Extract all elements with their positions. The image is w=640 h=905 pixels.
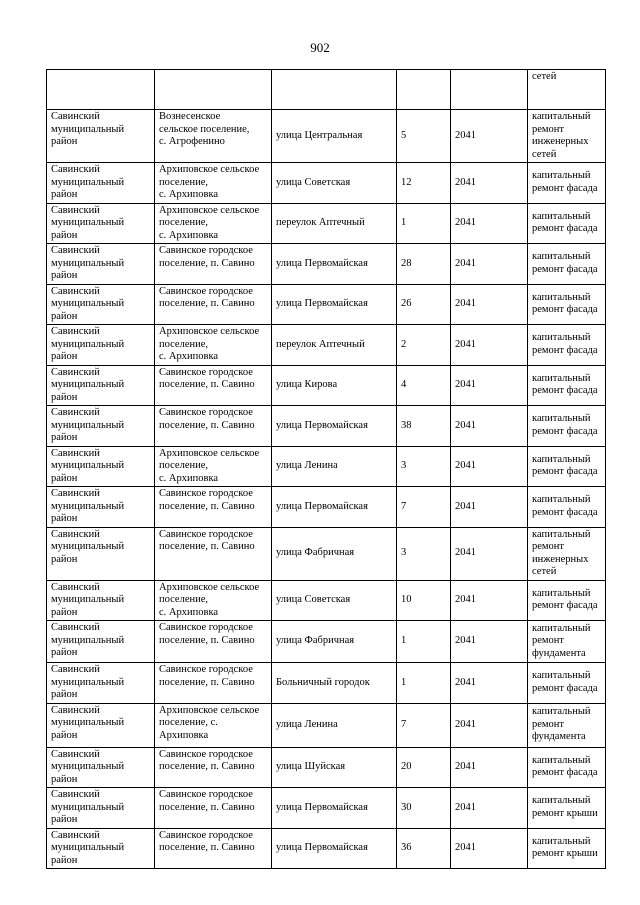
settlement-line: поселение, п. Савино (159, 801, 255, 813)
work-line: капитальный (532, 835, 591, 847)
work-line: капитальный (532, 413, 591, 425)
year-cell (451, 70, 528, 110)
settlement-line: поселение, с. (159, 717, 218, 728)
page-number: 902 (310, 40, 330, 55)
district-line: район (51, 432, 78, 443)
work-line: ремонт фасада (532, 600, 598, 612)
street-cell: улица Первомайская (272, 828, 397, 869)
settlement-line: поселение, (159, 460, 209, 471)
district-cell (47, 580, 155, 621)
settlement-line: Савинское городское (159, 285, 253, 297)
street-cell: улица Первомайская (272, 487, 397, 528)
street-cell: Больничный городок (272, 663, 397, 704)
street-cell: улица Центральная (272, 110, 397, 163)
work-line: ремонт фасада (532, 344, 598, 356)
settlement-line: поселение, (159, 594, 209, 605)
table-row (47, 580, 606, 621)
settlement-line: с. Архиповка (159, 351, 219, 362)
district-line: муниципальный (51, 500, 125, 512)
district-line: район (51, 689, 78, 700)
district-cell (47, 828, 155, 869)
district-cell (47, 163, 155, 204)
work-line: сетей (532, 148, 557, 160)
district-line: район (51, 472, 78, 484)
year-cell: 2041 (451, 284, 528, 325)
street-cell: переулок Аптечный (272, 203, 397, 244)
settlement-line: Архиповка (159, 729, 209, 741)
work-cell (528, 446, 606, 487)
table-row (47, 365, 606, 406)
street-cell: улица Советская (272, 163, 397, 204)
district-line: муниципальный (51, 676, 125, 688)
table-row (47, 446, 606, 487)
settlement-cell (155, 244, 272, 285)
year-cell: 2041 (451, 703, 528, 747)
house-cell: 5 (397, 110, 451, 163)
street-cell: улица Ленина (272, 446, 397, 487)
work-line: капитальный (532, 622, 591, 634)
district-line: муниципальный (51, 419, 125, 431)
house-cell: 36 (397, 828, 451, 869)
house-cell: 26 (397, 284, 451, 325)
street-cell: улица Фабричная (272, 527, 397, 580)
table-row (47, 788, 606, 829)
settlement-line: Савинское городское (159, 789, 253, 800)
settlement-line: Архиповское сельское (159, 204, 260, 216)
work-cell (528, 828, 606, 869)
work-line: фундамента (532, 647, 586, 659)
street-cell: переулок Аптечный (272, 325, 397, 366)
year-cell: 2041 (451, 621, 528, 663)
settlement-line: Савинское городское (159, 245, 253, 256)
settlement-cell (155, 527, 272, 580)
district-line: муниципальный (51, 176, 125, 188)
work-line: ремонт фасада (532, 767, 598, 779)
work-cell (528, 365, 606, 406)
settlement-line: поселение, п. Савино (159, 419, 255, 431)
district-line: Савинский (51, 704, 100, 716)
district-line: Савинский (51, 622, 100, 633)
table-row (47, 747, 606, 788)
work-cell (528, 527, 606, 580)
work-line: фундамента (532, 731, 586, 743)
settlement-line: поселение, (159, 338, 209, 350)
settlement-line: поселение, п. Савино (159, 257, 255, 269)
year-cell: 2041 (451, 747, 528, 788)
district-line: Савинский (51, 407, 100, 418)
settlement-line: Архиповское сельское (159, 581, 260, 593)
work-line: ремонт фасада (532, 425, 598, 437)
district-cell (47, 487, 155, 528)
house-cell: 12 (397, 163, 451, 204)
table-row (47, 110, 606, 163)
house-cell: 38 (397, 406, 451, 447)
district-line: район (51, 270, 78, 281)
street-cell: улица Фабричная (272, 621, 397, 663)
table-row (47, 325, 606, 366)
district-line: муниципальный (51, 257, 125, 269)
house-cell: 28 (397, 244, 451, 285)
table-row (47, 406, 606, 447)
settlement-cell (155, 788, 272, 829)
year-cell: 2041 (451, 163, 528, 204)
settlement-cell (155, 110, 272, 163)
district-cell (47, 747, 155, 788)
work-line: ремонт крыши (532, 848, 598, 860)
work-line: ремонт (532, 635, 565, 647)
house-cell: 1 (397, 663, 451, 704)
settlement-cell (155, 284, 272, 325)
settlement-line: поселение, п. Савино (159, 761, 255, 772)
table-row (47, 487, 606, 528)
work-line: сетей (532, 566, 557, 577)
table-row (47, 828, 606, 869)
settlement-line: поселение, п. Савино (159, 541, 255, 552)
settlement-line: с. Архиповка (159, 606, 219, 618)
settlement-cell (155, 203, 272, 244)
year-cell: 2041 (451, 828, 528, 869)
house-cell: 20 (397, 747, 451, 788)
district-line: Савинский (51, 581, 100, 593)
district-line: Савинский (51, 789, 100, 800)
district-cell (47, 663, 155, 704)
settlement-cell (155, 406, 272, 447)
work-cell (528, 487, 606, 528)
street-cell: улица Советская (272, 580, 397, 621)
table-body (47, 70, 606, 869)
work-line: капитальный (532, 372, 591, 384)
district-cell (47, 527, 155, 580)
settlement-line: Архиповское сельское (159, 326, 260, 337)
settlement-cell (155, 446, 272, 487)
year-cell: 2041 (451, 203, 528, 244)
work-line: капитальный (532, 332, 591, 344)
settlement-line: с. Архиповка (159, 472, 219, 484)
district-line: район (51, 729, 78, 741)
settlement-line: с. Архиповка (159, 229, 219, 241)
district-line: муниципальный (51, 379, 125, 390)
district-line: муниципальный (51, 634, 125, 646)
district-line: муниципальный (51, 460, 125, 471)
settlement-line: Савинское городское (159, 366, 253, 378)
work-line: капитальный (532, 170, 591, 182)
work-line: капитальный (532, 795, 591, 807)
settlement-cell (155, 365, 272, 406)
district-line: район (51, 814, 78, 825)
table-row-continuation (47, 70, 606, 110)
street-cell (272, 70, 397, 110)
work-line: инженерных (532, 136, 589, 147)
work-cell (528, 663, 606, 704)
district-cell (47, 70, 155, 110)
house-cell: 3 (397, 446, 451, 487)
house-cell (397, 70, 451, 110)
district-cell (47, 621, 155, 663)
work-cell (528, 325, 606, 366)
year-cell: 2041 (451, 487, 528, 528)
housing-repair-table (46, 69, 606, 869)
house-cell: 7 (397, 487, 451, 528)
house-cell: 10 (397, 580, 451, 621)
work-line: ремонт (532, 718, 565, 730)
street-cell: улица Первомайская (272, 244, 397, 285)
work-cell (528, 70, 606, 110)
settlement-cell (155, 580, 272, 621)
work-cell (528, 284, 606, 325)
district-cell (47, 110, 155, 163)
work-line: сетей (532, 71, 557, 82)
table-row (47, 663, 606, 704)
table-row (47, 621, 606, 663)
year-cell: 2041 (451, 527, 528, 580)
district-line: район (51, 229, 78, 241)
settlement-line: поселение, (159, 217, 209, 228)
district-line: Савинский (51, 447, 100, 459)
district-cell (47, 203, 155, 244)
settlement-line: поселение, (159, 176, 209, 188)
work-cell (528, 747, 606, 788)
table-row (47, 163, 606, 204)
work-line: капитальный (532, 670, 591, 682)
work-line: капитальный (532, 251, 591, 263)
district-line: район (51, 513, 78, 524)
district-line: муниципальный (51, 594, 125, 605)
district-line: муниципальный (51, 801, 125, 813)
district-line: Савинский (51, 829, 100, 841)
work-line: ремонт фасада (532, 385, 598, 397)
settlement-line: Савинское городское (159, 488, 253, 499)
work-line: ремонт фасада (532, 506, 598, 518)
house-cell: 1 (397, 203, 451, 244)
settlement-line: Архиповское сельское (159, 164, 260, 175)
settlement-line: Савинское городское (159, 829, 253, 841)
district-cell (47, 284, 155, 325)
house-cell: 4 (397, 365, 451, 406)
settlement-cell (155, 621, 272, 663)
street-cell: улица Первомайская (272, 284, 397, 325)
work-line: ремонт фасада (532, 182, 598, 194)
settlement-line: Савинское городское (159, 664, 253, 675)
settlement-line: Савинское городское (159, 622, 253, 633)
table-row (47, 203, 606, 244)
street-cell: улица Ленина (272, 703, 397, 747)
district-cell (47, 446, 155, 487)
district-line: Савинский (51, 528, 100, 540)
settlement-line: поселение, п. Савино (159, 500, 255, 512)
house-cell: 3 (397, 527, 451, 580)
settlement-line: поселение, п. Савино (159, 634, 255, 646)
work-cell (528, 703, 606, 747)
street-cell: улица Первомайская (272, 788, 397, 829)
work-line: капитальный (532, 453, 591, 465)
year-cell: 2041 (451, 244, 528, 285)
district-line: район (51, 854, 78, 866)
work-line: ремонт фасада (532, 263, 598, 275)
house-cell: 30 (397, 788, 451, 829)
work-line: ремонт (532, 541, 565, 552)
district-line: район (51, 391, 78, 403)
table-row (47, 527, 606, 580)
district-line: муниципальный (51, 123, 125, 135)
settlement-line: Савинское городское (159, 407, 253, 418)
district-line: район (51, 647, 78, 658)
district-cell (47, 703, 155, 747)
settlement-line: поселение, п. Савино (159, 379, 255, 390)
year-cell: 2041 (451, 446, 528, 487)
settlement-cell (155, 487, 272, 528)
year-cell: 2041 (451, 110, 528, 163)
work-line: капитальный (532, 291, 591, 303)
settlement-cell (155, 325, 272, 366)
district-line: Савинский (51, 111, 100, 122)
work-cell (528, 203, 606, 244)
street-cell: улица Шуйская (272, 747, 397, 788)
district-line: муниципальный (51, 761, 125, 772)
work-line: ремонт фасада (532, 682, 598, 694)
district-line: Савинский (51, 664, 100, 675)
work-cell (528, 406, 606, 447)
district-line: Савинский (51, 488, 100, 499)
district-line: район (51, 310, 78, 322)
house-cell: 1 (397, 621, 451, 663)
work-line: капитальный (532, 210, 591, 222)
settlement-line: Архиповское сельское (159, 447, 260, 459)
settlement-line: поселение, п. Савино (159, 842, 255, 853)
work-line: ремонт фасада (532, 466, 598, 478)
district-cell (47, 406, 155, 447)
work-cell (528, 244, 606, 285)
work-line: капитальный (532, 528, 591, 540)
work-line: капитальный (532, 111, 591, 122)
house-cell: 2 (397, 325, 451, 366)
district-line: район (51, 136, 78, 147)
work-cell (528, 621, 606, 663)
district-cell (47, 788, 155, 829)
settlement-cell (155, 703, 272, 747)
district-cell (47, 244, 155, 285)
district-line: Савинский (51, 245, 100, 256)
district-line: муниципальный (51, 541, 125, 552)
work-line: ремонт фасада (532, 304, 598, 316)
house-cell: 7 (397, 703, 451, 747)
table-row (47, 284, 606, 325)
district-line: район (51, 553, 78, 565)
work-line: капитальный (532, 494, 591, 506)
street-cell: улица Кирова (272, 365, 397, 406)
work-line: капитальный (532, 587, 591, 599)
district-line: муниципальный (51, 338, 125, 350)
work-cell (528, 110, 606, 163)
work-cell (528, 788, 606, 829)
year-cell: 2041 (451, 580, 528, 621)
settlement-cell (155, 163, 272, 204)
table-row (47, 244, 606, 285)
settlement-line: с. Архиповка (159, 189, 219, 200)
settlement-line: Савинское городское (159, 748, 253, 760)
settlement-line: с. Агрофенино (159, 136, 225, 147)
settlement-line: поселение, п. Савино (159, 676, 255, 688)
district-line: муниципальный (51, 842, 125, 853)
settlement-cell (155, 70, 272, 110)
work-cell (528, 163, 606, 204)
district-line: Савинский (51, 164, 100, 175)
district-line: Савинский (51, 285, 100, 297)
work-line: капитальный (532, 706, 591, 718)
settlement-line: Савинское городское (159, 528, 253, 540)
settlement-cell (155, 828, 272, 869)
district-line: муниципальный (51, 298, 125, 309)
year-cell: 2041 (451, 325, 528, 366)
work-line: инженерных (532, 553, 589, 565)
district-line: Савинский (51, 366, 100, 378)
settlement-line: поселение, п. Савино (159, 298, 255, 309)
district-cell (47, 365, 155, 406)
work-line: ремонт (532, 123, 565, 135)
district-line: район (51, 773, 78, 785)
district-cell (47, 325, 155, 366)
district-line: Савинский (51, 326, 100, 337)
work-line: ремонт фасада (532, 223, 598, 235)
table-row (47, 703, 606, 747)
district-line: муниципальный (51, 217, 125, 228)
settlement-cell (155, 663, 272, 704)
settlement-line: сельское поселение, (159, 123, 250, 135)
year-cell: 2041 (451, 365, 528, 406)
work-line: капитальный (532, 754, 591, 766)
work-cell (528, 580, 606, 621)
district-line: район (51, 606, 78, 618)
district-line: район (51, 351, 78, 362)
street-cell: улица Первомайская (272, 406, 397, 447)
settlement-line: Вознесенское (159, 111, 221, 122)
district-line: район (51, 189, 78, 200)
year-cell: 2041 (451, 406, 528, 447)
work-line: ремонт крыши (532, 807, 598, 819)
district-line: Савинский (51, 748, 100, 760)
district-line: Савинский (51, 204, 100, 216)
district-line: муниципальный (51, 717, 125, 728)
year-cell: 2041 (451, 663, 528, 704)
settlement-cell (155, 747, 272, 788)
year-cell: 2041 (451, 788, 528, 829)
settlement-line: Архиповское сельское (159, 704, 260, 716)
